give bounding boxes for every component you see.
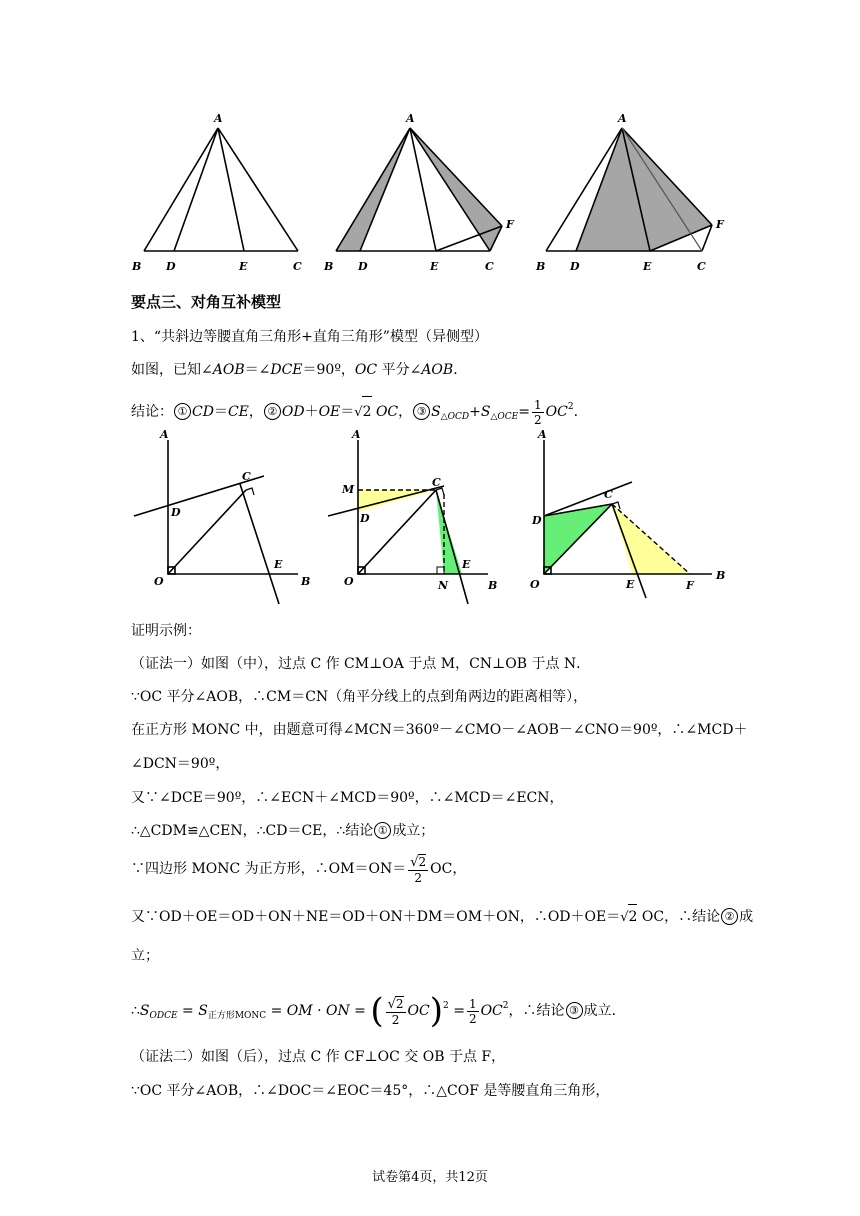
label-F: F: [686, 579, 694, 592]
figure-mid-2: [322, 428, 522, 608]
proof-line-3: 在正方形 MONC 中，由题意可得∠MCN＝360º－∠CMO－∠AOB－∠CNO＝90º，∴∠MCD＋: [131, 722, 748, 738]
proof-line-9: 立；: [131, 948, 159, 964]
label-E: E: [626, 578, 635, 591]
proof-line-2: ∵OC 平分∠AOB，∴CM＝CN（角平分线上的点到角两边的距离相等），: [131, 689, 588, 705]
section-title: 要点三、对角互补模型: [131, 293, 282, 311]
label-O: O: [154, 575, 164, 588]
label-E: E: [274, 558, 283, 571]
label-C: C: [432, 476, 441, 489]
conclusion-line: 结论： ① CD＝CE， ② OD＋OE＝√2 OC， ③ $S_{\triangle OCD}+S_{\triangle OCE}=$ $\frac{1}{2}$ $OC^2$.: [131, 397, 579, 427]
proof-line-12: ∵OC 平分∠AOB，∴∠DOC＝∠EOC＝45°，∴△COF 是等腰直角三角形，: [131, 1083, 610, 1099]
label-C: C: [697, 260, 706, 273]
label-O: O: [344, 575, 354, 588]
label-C: C: [485, 260, 494, 273]
proof-title: 证明示例：: [131, 623, 201, 639]
label-D: D: [532, 514, 542, 527]
label-D: D: [166, 260, 176, 273]
proof-line-11: （证法二）如图（后），过点 C 作 CF⊥OC 交 OB 于点 F，: [131, 1049, 506, 1065]
label-C: C: [293, 260, 302, 273]
proof-line-8: 又∵OD＋OE＝OD＋ON＋NE＝OD＋ON＋DM＝OM＋ON，∴OD＋OE＝√2 OC，∴结论 ② 成: [131, 904, 753, 930]
proof-line-10: $\therefore S_{ODCE} = S_{正方形MONC}$ = OM · ON = ( $\frac{√2}{2}$ OC)$^2$ = $\frac{1}{2}$ $OC^2$，∴结论 ③ 成立.: [131, 991, 616, 1031]
proof-line-4: ∠DCN＝90º，: [131, 756, 230, 772]
label-B: B: [301, 575, 311, 588]
label-B: B: [716, 569, 726, 582]
label-A: A: [352, 428, 361, 441]
label-F: F: [506, 218, 514, 231]
figure-top-3: [530, 110, 730, 280]
proof-line-5: 又∵∠DCE＝90º，∴∠ECN＋∠MCD＝90º，∴∠MCD＝∠ECN，: [131, 790, 564, 806]
label-A: A: [160, 428, 169, 441]
figure-mid-1: [128, 428, 328, 608]
page-footer: 试卷第4页，共12页: [372, 1170, 488, 1185]
label-E: E: [643, 260, 652, 273]
given-line: 如图，已知∠AOB＝∠DCE＝90º，OC 平分∠AOB．: [131, 362, 468, 378]
label-A: A: [618, 112, 627, 125]
label-M: M: [342, 483, 355, 496]
label-C: C: [604, 488, 613, 501]
figure-top-2: [320, 110, 520, 280]
label-D: D: [570, 260, 580, 273]
proof-line-1: （证法一）如图（中），过点 C 作 CM⊥OA 于点 M，CN⊥OB 于点 N．: [131, 656, 591, 672]
proof-line-7: ∵四边形 MONC 为正方形，∴OM＝ON＝ $\frac{√2}{2}$ OC，: [131, 854, 467, 885]
label-D: D: [358, 260, 368, 273]
label-O: O: [530, 578, 540, 591]
label-E: E: [462, 558, 471, 571]
label-A: A: [538, 428, 547, 441]
proof-line-6: ∴△CDM≌△CEN，∴CD＝CE，∴结论 ① 成立；: [131, 823, 435, 839]
label-E: E: [239, 260, 248, 273]
figure-top-1: [128, 110, 313, 280]
label-B: B: [488, 579, 498, 592]
item-1-title: 1、“共斜边等腰直角三角形+直角三角形”模型（异侧型）: [131, 329, 488, 345]
label-D: D: [171, 506, 181, 519]
label-A: A: [406, 112, 415, 125]
figure-mid-3: [528, 428, 738, 608]
label-A: A: [214, 112, 223, 125]
label-B: B: [324, 260, 334, 273]
label-F: F: [716, 218, 724, 231]
label-B: B: [536, 260, 546, 273]
label-B: B: [132, 260, 142, 273]
label-D: D: [360, 512, 370, 525]
label-N: N: [438, 579, 449, 592]
label-E: E: [430, 260, 439, 273]
label-C: C: [242, 470, 251, 483]
